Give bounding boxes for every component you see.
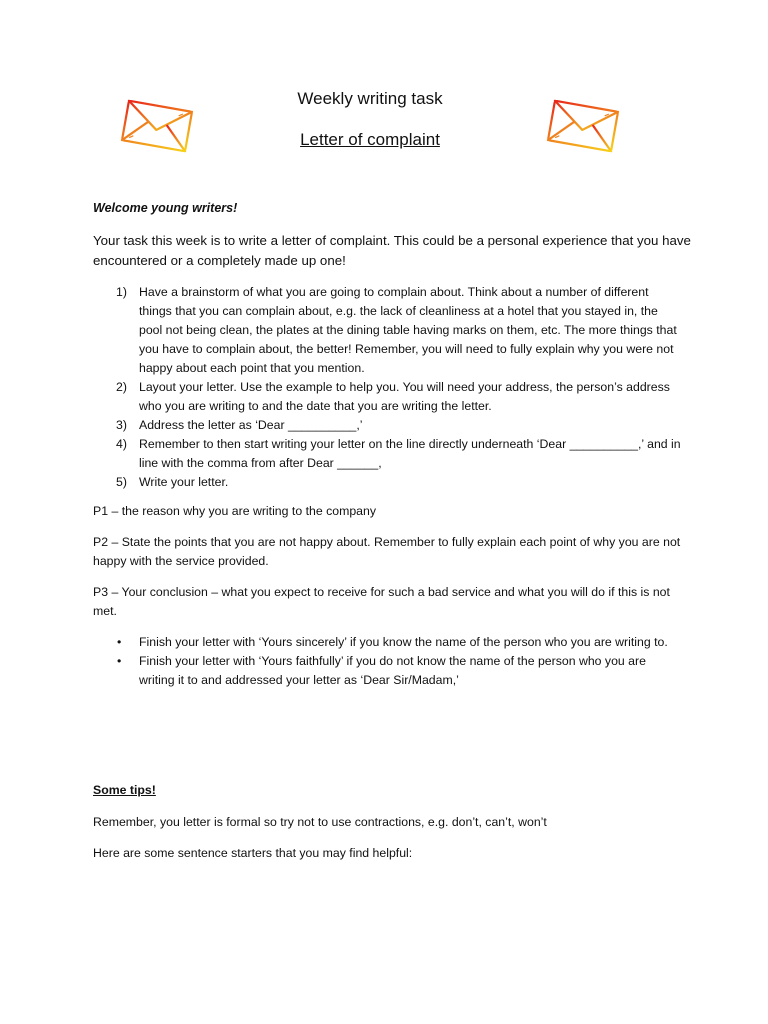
bullet-list: [93, 633, 683, 690]
list-item-text: Address the letter as ‘Dear __________,’: [139, 418, 363, 432]
page-title: Weekly writing task: [297, 89, 443, 108]
intro-paragraph: Your task this week is to write a letter of complaint. This could be a personal experience that you have encountered or a completely made up one!: [93, 233, 691, 268]
paragraph-p3: P3 – Your conclusion – what you expect to receive for such a bad service and what you will do if this is not met.: [93, 585, 670, 618]
tips-heading: Some tips!: [93, 783, 156, 797]
list-item: [93, 378, 683, 416]
list-item-text: Have a brainstorm of what you are going to complain about. Think about a number of different things that you can complain about, e.g. the lack of cleanliness at a hotel that you stayed in, the pool not being clean, the plates at the dining table having marks on them, etc. The more things that you have to complain about, the better! Remember, you will need to fully explain why you were not happy about each point that you mention.: [139, 285, 677, 375]
list-item-text: Layout your letter. Use the example to help you. You will need your address, the person’s address who you are writing to and the date that you are writing the letter.: [139, 380, 670, 413]
list-item: [93, 633, 683, 652]
welcome-heading: Welcome young writers!: [93, 201, 238, 215]
list-item: [93, 473, 683, 492]
envelope-icon: [117, 94, 197, 158]
list-item: [93, 416, 683, 435]
tips-line: Here are some sentence starters that you may find helpful:: [93, 846, 413, 860]
page-subtitle: Letter of complaint: [300, 130, 440, 149]
list-number: 5): [116, 475, 127, 489]
list-item-text: Finish your letter with ‘Yours faithfully’ if you do not know the name of the person who you are writing it to and addressed your letter as ‘Dear Sir/Madam,’: [139, 654, 646, 687]
list-number: 2): [116, 380, 127, 394]
list-number: 4): [116, 437, 127, 451]
list-number: 1): [116, 285, 127, 299]
paragraph-p1: P1 – the reason why you are writing to the company: [93, 504, 376, 518]
tips-line: Remember, you letter is formal so try not to use contractions, e.g. don’t, can’t, won’t: [93, 815, 547, 829]
envelope-icon: [543, 94, 623, 158]
list-item-text: Finish your letter with ‘Yours sincerely’ if you know the name of the person who you are writing to.: [139, 635, 668, 649]
list-item: [93, 652, 683, 690]
bullet-icon: •: [117, 635, 122, 649]
list-item-text: Remember to then start writing your letter on the line directly underneath ‘Dear __________,’ and in line with the comma from after Dear ______,: [139, 437, 681, 470]
list-item: [93, 435, 683, 473]
steps-list: [93, 283, 683, 492]
list-item: [93, 283, 683, 378]
list-item-text: Write your letter.: [139, 475, 229, 489]
bullet-icon: •: [117, 654, 122, 668]
paragraph-p2: P2 – State the points that you are not happy about. Remember to fully explain each point of why you are not happy with the service provided.: [93, 535, 681, 568]
list-number: 3): [116, 418, 127, 432]
